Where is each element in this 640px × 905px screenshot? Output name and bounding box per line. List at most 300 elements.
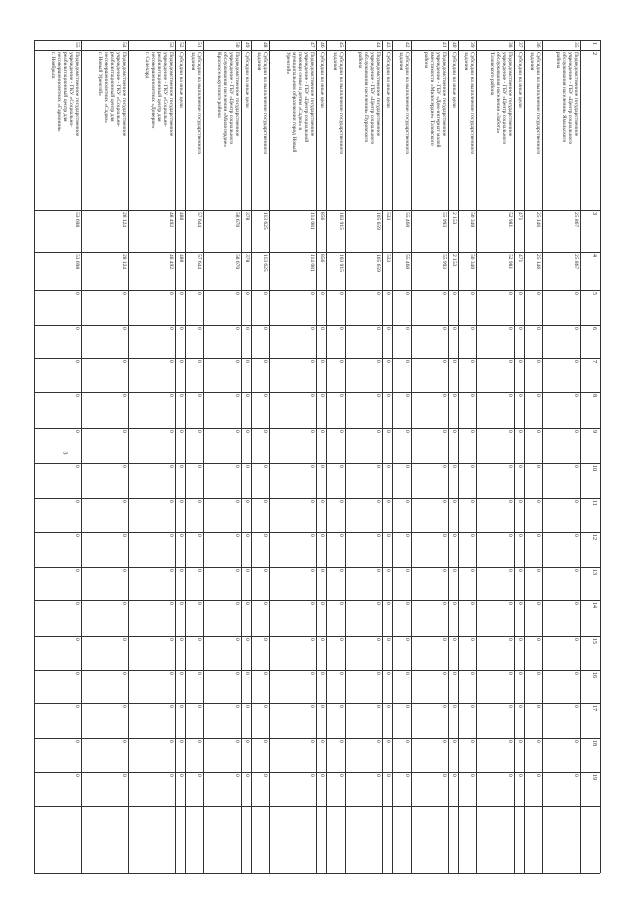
row-name (216, 52, 240, 208)
row-name (463, 52, 475, 208)
zero-cell: 0 (516, 774, 523, 777)
zero-cell: 0 (469, 672, 476, 675)
zero-cell: 0 (516, 292, 523, 295)
zero-cell: 0 (384, 327, 391, 330)
zero-cell: 0 (507, 327, 514, 330)
zero-cell: 0 (262, 569, 269, 572)
zero-cell: 0 (309, 327, 316, 330)
row-number: 43 (384, 42, 391, 48)
zero-cell: 0 (243, 292, 250, 295)
zero-cell: 0 (309, 705, 316, 708)
zero-cell: 0 (74, 638, 81, 641)
value-cell: 114 081 (309, 212, 316, 230)
zero-cell: 0 (535, 394, 542, 397)
zero-cell: 0 (441, 705, 448, 708)
row-name-line: реабилитационный центр для (62, 52, 69, 122)
row-name-line: вместимости «Милосердие» Тазовского (429, 52, 436, 146)
zero-cell: 0 (177, 602, 184, 605)
zero-cell: 0 (74, 705, 81, 708)
row-name-line: учреждение - ГБУ «Центр социального (501, 52, 508, 145)
zero-cell: 0 (450, 602, 457, 605)
row-name-line: несовершеннолетних «Гармония» (56, 52, 63, 132)
value-cell: 48 492 (168, 212, 175, 228)
zero-cell: 0 (337, 638, 344, 641)
column-divider (34, 290, 600, 291)
zero-cell: 0 (403, 638, 410, 641)
zero-cell: 0 (469, 327, 476, 330)
zero-cell: 0 (196, 672, 203, 675)
zero-cell: 0 (375, 292, 382, 295)
column-header: 16 (591, 672, 597, 678)
zero-cell: 0 (507, 465, 514, 468)
column-divider (34, 50, 600, 51)
zero-cell: 0 (384, 774, 391, 777)
row-name-line: района (555, 52, 561, 69)
zero-cell: 0 (196, 705, 203, 708)
zero-cell: 0 (318, 500, 325, 503)
row-name-line: Субсидии на иные цели (384, 52, 391, 108)
zero-cell: 0 (74, 292, 81, 295)
zero-cell: 0 (318, 394, 325, 397)
value-cell: 25 146 (535, 212, 542, 228)
zero-cell: 0 (384, 705, 391, 708)
zero-cell: 0 (337, 500, 344, 503)
zero-cell: 0 (507, 705, 514, 708)
zero-cell: 0 (441, 774, 448, 777)
row-divider (392, 40, 393, 873)
zero-cell: 0 (309, 638, 316, 641)
row-number: 52 (177, 42, 184, 48)
column-header: 1 (591, 42, 597, 45)
row-name-line: Субсидии на выполнение государственного (262, 52, 269, 155)
row-divider (580, 40, 581, 873)
zero-cell: 0 (243, 360, 250, 363)
zero-cell: 0 (375, 705, 382, 708)
zero-cell: 0 (234, 638, 241, 641)
zero-cell: 0 (177, 638, 184, 641)
column-header: 10 (591, 465, 597, 471)
zero-cell: 0 (196, 602, 203, 605)
zero-cell: 0 (318, 465, 325, 468)
value-cell: 533 (384, 254, 391, 263)
zero-cell: 0 (121, 465, 128, 468)
value-cell: 113 625 (262, 212, 269, 230)
zero-cell: 0 (507, 569, 514, 572)
column-divider (34, 567, 600, 568)
zero-cell: 0 (168, 740, 175, 743)
row-number: 41 (441, 42, 448, 48)
row-name-line: учреждение - ГБУ «Центр социального (369, 52, 376, 145)
row-name-line: Субсидии на выполнение государственного (535, 52, 542, 155)
zero-cell: 0 (196, 638, 203, 641)
value-cell: 58 670 (234, 254, 241, 270)
zero-cell: 0 (507, 740, 514, 743)
zero-cell: 0 (441, 394, 448, 397)
row-name (385, 52, 391, 208)
zero-cell: 0 (121, 327, 128, 330)
zero-cell: 0 (121, 500, 128, 503)
row-divider (34, 40, 35, 873)
column-divider (34, 392, 600, 393)
value-cell: 52 981 (507, 254, 514, 270)
column-divider (34, 325, 600, 326)
value-cell: 114 081 (309, 254, 316, 272)
value-cell: 55 460 (403, 254, 410, 270)
zero-cell: 0 (516, 327, 523, 330)
zero-cell: 0 (196, 740, 203, 743)
row-name-line: реабилитационный центр для (156, 52, 163, 122)
zero-cell: 0 (243, 602, 250, 605)
row-name (398, 52, 410, 208)
zero-cell: 0 (535, 327, 542, 330)
column-header: 11 (591, 500, 597, 506)
zero-cell: 0 (234, 569, 241, 572)
row-name (451, 52, 457, 208)
zero-cell: 0 (384, 360, 391, 363)
row-name-line: Субсидии на иные цели (177, 52, 184, 108)
zero-cell: 0 (469, 360, 476, 363)
column-divider (34, 40, 600, 41)
row-name-line: помощи семье и детям «Садко» в (297, 52, 304, 130)
zero-cell: 0 (375, 360, 382, 363)
row-name-line: Подведомственное государственное (573, 52, 579, 137)
zero-cell: 0 (573, 360, 579, 363)
row-name (97, 52, 127, 208)
zero-cell: 0 (516, 465, 523, 468)
column-header: 4 (591, 254, 597, 257)
zero-cell: 0 (403, 327, 410, 330)
zero-cell: 0 (337, 394, 344, 397)
zero-cell: 0 (441, 292, 448, 295)
zero-cell: 0 (262, 292, 269, 295)
zero-cell: 0 (168, 430, 175, 433)
zero-cell: 0 (121, 292, 128, 295)
zero-cell: 0 (243, 774, 250, 777)
row-name (489, 52, 513, 208)
zero-cell: 0 (309, 740, 316, 743)
zero-cell: 0 (177, 430, 184, 433)
zero-cell: 0 (535, 705, 542, 708)
zero-cell: 0 (309, 430, 316, 433)
zero-cell: 0 (573, 569, 579, 572)
zero-cell: 0 (535, 500, 542, 503)
zero-cell: 0 (469, 534, 476, 537)
zero-cell: 0 (196, 465, 203, 468)
row-name-line: учреждение - ГКУ «Социально- (162, 52, 169, 127)
row-divider (448, 40, 449, 873)
row-name-line: Субсидии на иные цели (243, 52, 250, 108)
row-name-line: Субсидии на выполнение государственного (196, 52, 203, 155)
row-divider (185, 40, 186, 873)
zero-cell: 0 (121, 672, 128, 675)
zero-cell: 0 (535, 638, 542, 641)
row-name-line: учреждение - ГБУ «Центр социальной (303, 52, 310, 143)
zero-cell: 0 (177, 705, 184, 708)
row-name-line: обслуживания населения «Забота» (495, 52, 502, 134)
zero-cell: 0 (516, 430, 523, 433)
zero-cell: 0 (375, 602, 382, 605)
row-name-line: г. Ноябрьск (50, 52, 57, 79)
zero-cell: 0 (168, 292, 175, 295)
zero-cell: 0 (318, 534, 325, 537)
value-cell: 55 993 (441, 212, 448, 228)
row-divider (326, 40, 327, 873)
zero-cell: 0 (535, 430, 542, 433)
zero-cell: 0 (450, 394, 457, 397)
zero-cell: 0 (262, 602, 269, 605)
zero-cell: 0 (384, 569, 391, 572)
zero-cell: 0 (318, 569, 325, 572)
row-name-line: Подведомственное государственное (121, 52, 128, 137)
column-divider (34, 703, 600, 704)
zero-cell: 0 (121, 360, 128, 363)
zero-cell: 0 (403, 465, 410, 468)
row-name-line: задания (256, 52, 263, 71)
zero-cell: 0 (168, 774, 175, 777)
row-number: 46 (318, 42, 325, 48)
row-number: 48 (262, 42, 269, 48)
column-header: 15 (591, 638, 597, 644)
row-number: 44 (375, 42, 382, 48)
zero-cell: 0 (309, 360, 316, 363)
zero-cell: 0 (516, 638, 523, 641)
zero-cell: 0 (573, 327, 579, 330)
zero-cell: 0 (450, 638, 457, 641)
column-header: 13 (591, 569, 597, 575)
row-name-line: Подведомственное государственное (234, 52, 241, 137)
zero-cell: 0 (234, 500, 241, 503)
zero-cell: 0 (573, 430, 579, 433)
zero-cell: 0 (516, 672, 523, 675)
zero-cell: 0 (516, 705, 523, 708)
row-divider (458, 40, 459, 873)
zero-cell: 0 (309, 672, 316, 675)
value-cell: 28 124 (121, 212, 128, 228)
zero-cell: 0 (450, 292, 457, 295)
column-divider (34, 498, 600, 499)
zero-cell: 0 (234, 394, 241, 397)
column-divider (34, 252, 600, 253)
column-divider (34, 670, 600, 671)
row-name (555, 52, 579, 208)
zero-cell: 0 (318, 430, 325, 433)
row-number: 39 (469, 42, 476, 48)
page-number: 3 (61, 451, 68, 455)
column-divider (34, 210, 600, 211)
row-name (517, 52, 523, 208)
zero-cell: 0 (168, 500, 175, 503)
row-number: 45 (337, 42, 344, 48)
value-cell: 52 981 (507, 212, 514, 228)
value-cell: 103 915 (337, 212, 344, 230)
zero-cell: 0 (450, 672, 457, 675)
value-cell: 50 340 (469, 254, 476, 270)
zero-cell: 0 (573, 292, 579, 295)
zero-cell: 0 (403, 705, 410, 708)
zero-cell: 0 (403, 360, 410, 363)
row-name (244, 52, 250, 208)
zero-cell: 0 (450, 327, 457, 330)
zero-cell: 0 (196, 430, 203, 433)
row-name-line: Подведомственное государственное (309, 52, 316, 137)
row-number: 55 (74, 42, 81, 48)
row-name-line: Тазовского района (489, 52, 496, 96)
row-name-line: учреждение - ГБУ «Центр социального (567, 52, 573, 145)
zero-cell: 0 (469, 430, 476, 433)
zero-cell: 0 (121, 740, 128, 743)
row-name-line: задания (397, 52, 404, 71)
row-name-line: несовершеннолетних «Садко» (103, 52, 110, 123)
row-name-line: Уренгой» (285, 52, 292, 75)
zero-cell: 0 (337, 465, 344, 468)
row-number: 35 (573, 42, 579, 48)
row-number: 50 (234, 42, 241, 48)
row-name-line: задания (529, 52, 536, 71)
row-number: 47 (309, 42, 316, 48)
zero-cell: 0 (403, 500, 410, 503)
column-header: 17 (591, 705, 597, 711)
zero-cell: 0 (309, 465, 316, 468)
value-cell: 57 644 (196, 212, 203, 228)
zero-cell: 0 (262, 500, 269, 503)
zero-cell: 0 (309, 500, 316, 503)
value-cell: 480 (177, 254, 184, 263)
row-name-line: Подведомственное государственное (168, 52, 175, 137)
row-name-line: Субсидии на иные цели (516, 52, 523, 108)
zero-cell: 0 (337, 705, 344, 708)
budget-table (34, 40, 600, 873)
column-divider (34, 463, 600, 464)
column-header: 6 (591, 327, 597, 330)
zero-cell: 0 (469, 705, 476, 708)
zero-cell: 0 (196, 534, 203, 537)
value-cell: 28 124 (121, 254, 128, 270)
zero-cell: 0 (516, 360, 523, 363)
value-cell: 25 867 (573, 212, 579, 228)
zero-cell: 0 (403, 534, 410, 537)
zero-cell: 0 (375, 394, 382, 397)
zero-cell: 0 (469, 394, 476, 397)
zero-cell: 0 (177, 327, 184, 330)
row-name-line: Подведомственное государственное (74, 52, 81, 137)
row-name-line: учреждение - ГКУ «Социально- (68, 52, 75, 127)
value-cell: 2 153 (450, 212, 457, 225)
zero-cell: 0 (177, 394, 184, 397)
zero-cell: 0 (375, 740, 382, 743)
zero-cell: 0 (177, 569, 184, 572)
zero-cell: 0 (375, 534, 382, 537)
zero-cell: 0 (384, 292, 391, 295)
zero-cell: 0 (309, 774, 316, 777)
row-name-line: района (357, 52, 364, 69)
zero-cell: 0 (573, 638, 579, 641)
value-cell: 58 670 (234, 212, 241, 228)
zero-cell: 0 (403, 672, 410, 675)
zero-cell: 0 (469, 292, 476, 295)
row-name-line: Субсидии на иные цели (318, 52, 325, 108)
zero-cell: 0 (384, 394, 391, 397)
column-divider (34, 600, 600, 601)
zero-cell: 0 (243, 705, 250, 708)
value-cell: 533 (384, 212, 391, 221)
column-header: 9 (591, 430, 597, 433)
zero-cell: 0 (318, 705, 325, 708)
row-divider (524, 40, 525, 873)
row-divider (241, 40, 242, 873)
zero-cell: 0 (469, 602, 476, 605)
row-number: 38 (507, 42, 514, 48)
zero-cell: 0 (262, 360, 269, 363)
zero-cell: 0 (403, 602, 410, 605)
zero-cell: 0 (318, 638, 325, 641)
value-cell: 50 340 (469, 212, 476, 228)
zero-cell: 0 (74, 465, 81, 468)
zero-cell: 0 (507, 672, 514, 675)
zero-cell: 0 (234, 360, 241, 363)
zero-cell: 0 (535, 465, 542, 468)
column-header: 19 (591, 774, 597, 780)
value-cell: 856 (318, 212, 325, 221)
zero-cell: 0 (441, 327, 448, 330)
row-name-line: Субсидии на выполнение государственного (469, 52, 476, 155)
zero-cell: 0 (469, 638, 476, 641)
zero-cell: 0 (309, 394, 316, 397)
zero-cell: 0 (262, 774, 269, 777)
column-header: 18 (591, 740, 597, 746)
row-divider (128, 40, 129, 873)
zero-cell: 0 (507, 430, 514, 433)
zero-cell: 0 (507, 292, 514, 295)
zero-cell: 0 (168, 327, 175, 330)
value-cell: 57 644 (196, 254, 203, 270)
zero-cell: 0 (337, 292, 344, 295)
zero-cell: 0 (177, 500, 184, 503)
row-name-line: г. Новый Уренгой» (97, 52, 104, 96)
zero-cell: 0 (441, 500, 448, 503)
zero-cell: 0 (309, 569, 316, 572)
zero-cell: 0 (168, 569, 175, 572)
zero-cell: 0 (243, 534, 250, 537)
zero-cell: 0 (535, 740, 542, 743)
zero-cell: 0 (121, 534, 128, 537)
zero-cell: 0 (243, 394, 250, 397)
zero-cell: 0 (177, 774, 184, 777)
zero-cell: 0 (516, 500, 523, 503)
zero-cell: 0 (74, 672, 81, 675)
zero-cell: 0 (375, 500, 382, 503)
zero-cell: 0 (262, 638, 269, 641)
zero-cell: 0 (121, 569, 128, 572)
row-name-line: г. Салехард (144, 52, 151, 79)
zero-cell: 0 (450, 430, 457, 433)
row-name-line: Субсидии на иные цели (450, 52, 457, 108)
zero-cell: 0 (403, 774, 410, 777)
row-number: 40 (450, 42, 457, 48)
zero-cell: 0 (121, 705, 128, 708)
zero-cell: 0 (74, 394, 81, 397)
zero-cell: 0 (234, 740, 241, 743)
zero-cell: 0 (375, 638, 382, 641)
value-cell: 378 (243, 254, 250, 263)
zero-cell: 0 (234, 430, 241, 433)
row-name-line: несовершеннолетних «Доверие» (150, 52, 157, 129)
row-divider (514, 40, 515, 873)
zero-cell: 0 (441, 672, 448, 675)
zero-cell: 0 (450, 360, 457, 363)
zero-cell: 0 (573, 500, 579, 503)
zero-cell: 0 (262, 465, 269, 468)
row-name-line: учреждение - ГБУ «Дом-интернат малой (435, 52, 442, 148)
